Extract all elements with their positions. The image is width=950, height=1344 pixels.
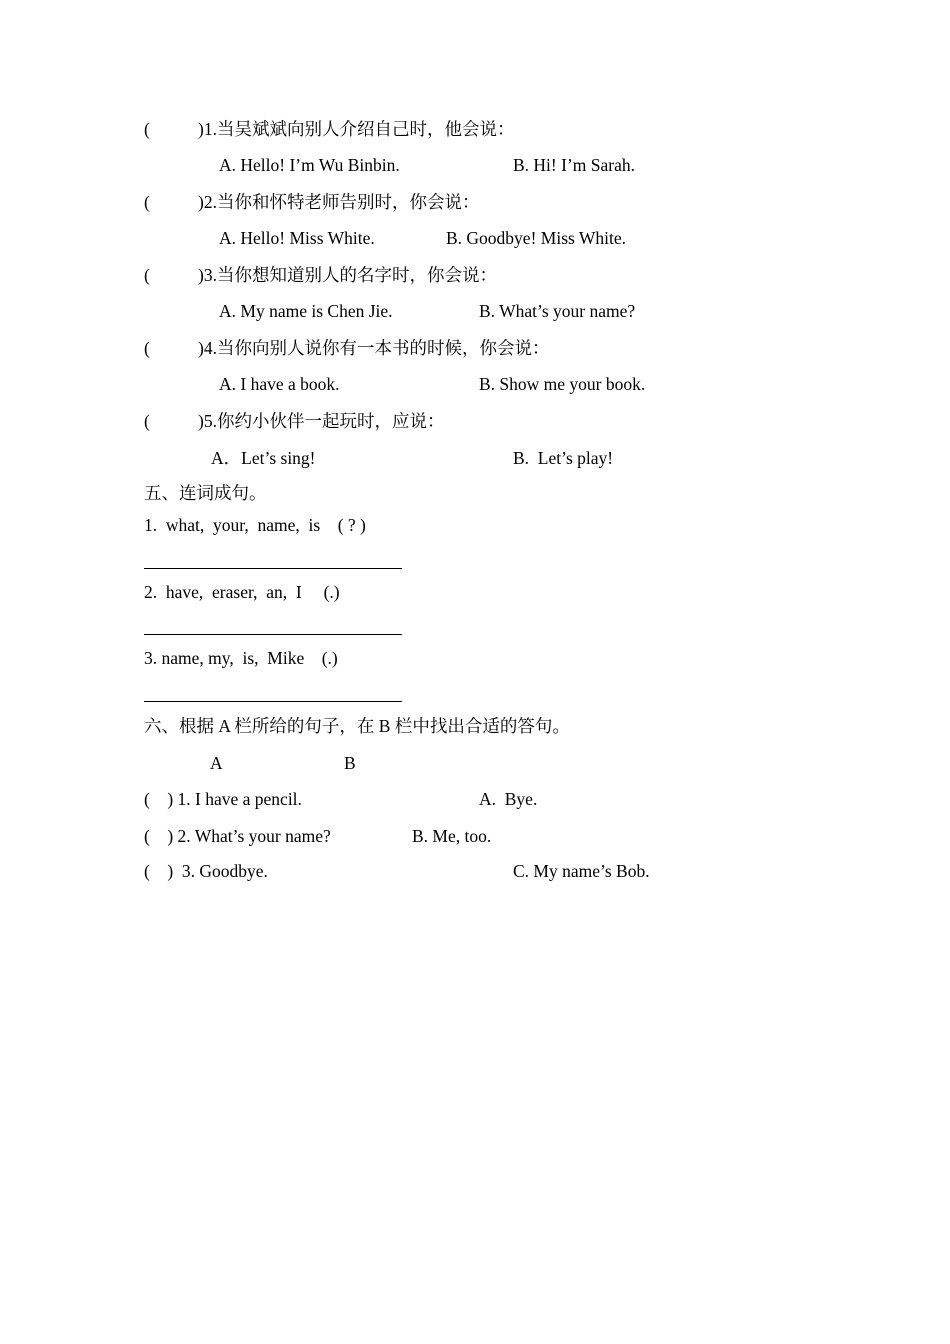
reorder-item-2: 2. have, eraser, an, I (.) xyxy=(144,582,340,602)
question-prompt: )2.当你和怀特老师告别时，你会说： xyxy=(198,192,480,212)
option-a: A. I have a book. xyxy=(219,374,340,394)
reorder-item-3: 3. name, my, is, Mike (.) xyxy=(144,648,338,668)
match-question: ( ) 1. I have a pencil. xyxy=(144,789,302,809)
option-a: A. My name is Chen Jie. xyxy=(219,301,393,321)
match-answer: C. My name’s Bob. xyxy=(513,861,650,881)
match-question: ( ) 3. Goodbye. xyxy=(144,861,268,881)
option-a: A. Hello! Miss White. xyxy=(219,228,375,248)
question-prompt: )4.当你向别人说你有一本书的时候，你会说： xyxy=(198,338,550,358)
question-prompt: )1.当吴斌斌向别人介绍自己时，他会说： xyxy=(198,119,515,139)
question-prompt: )3.当你想知道别人的名字时，你会说： xyxy=(198,265,497,285)
option-b: B. Let’s play! xyxy=(513,448,614,468)
answer-paren: ( xyxy=(144,192,150,212)
option-a: A．Let’s sing! xyxy=(211,448,316,468)
column-b-header: B xyxy=(344,753,356,773)
answer-paren: ( xyxy=(144,265,150,285)
answer-line-2 xyxy=(144,634,402,635)
option-a: A. Hello! I’m Wu Binbin. xyxy=(219,155,400,175)
reorder-item-1: 1. what, your, name, is ( ? ) xyxy=(144,515,366,535)
answer-paren: ( xyxy=(144,338,150,358)
answer-line-3 xyxy=(144,701,402,702)
match-answer: B. Me, too. xyxy=(412,826,492,846)
option-b: B. What’s your name? xyxy=(479,301,636,321)
match-question: ( ) 2. What’s your name? xyxy=(144,826,331,846)
section-6-title: 六、根据 A 栏所给的句子，在 B 栏中找出合适的答句。 xyxy=(144,716,570,736)
answer-line-1 xyxy=(144,568,402,569)
question-prompt: )5.你约小伙伴一起玩时，应说： xyxy=(198,411,445,431)
answer-paren: ( xyxy=(144,119,150,139)
column-a-header: A xyxy=(210,753,223,773)
match-answer: A. Bye. xyxy=(479,789,538,809)
option-b: B. Goodbye! Miss White. xyxy=(446,228,627,248)
section-5-title: 五、连词成句。 xyxy=(144,483,267,503)
option-b: B. Show me your book. xyxy=(479,374,646,394)
answer-paren: ( xyxy=(144,411,150,431)
option-b: B. Hi! I’m Sarah. xyxy=(513,155,635,175)
